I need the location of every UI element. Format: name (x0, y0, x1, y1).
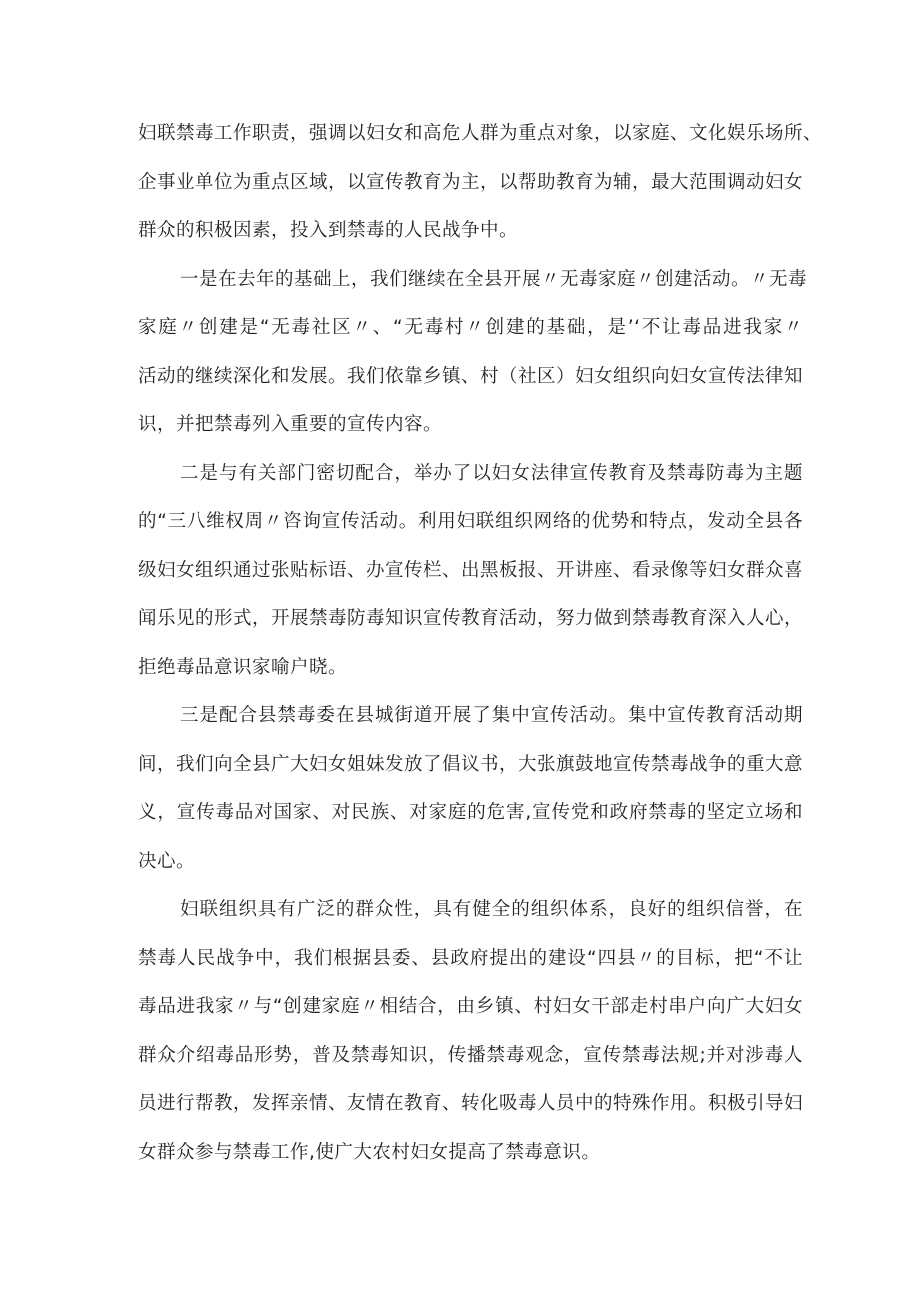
paragraph-2 (138, 256, 808, 450)
paragraph-5 (138, 886, 803, 1177)
text-line: 二是与有关部门密切配合，举办了以妇女法律宣传教育及禁毒防毒为主题 (180, 462, 803, 484)
text-line: 义，宣传毒品对国家、对民族、对家庭的危害,宣传党和政府禁毒的坚定立场和 (138, 802, 803, 823)
text-line: 毒品进我家〃与“创建家庭〃相结合，由乡镇、村妇女干部走村串户向广大妇女 (138, 996, 803, 1017)
text-line: 闻乐见的形式，开展禁毒防毒知识宣传教育活动，努力做到禁毒教育深入人心， (138, 608, 804, 629)
paragraph-1 (138, 110, 823, 256)
text-line: 活动的继续深化和发展。我们依靠乡镇、村（社区）妇女组织向妇女宣传法律知 (138, 365, 804, 387)
document-body (138, 110, 823, 1177)
text-line: 级妇女组织通过张贴标语、办宣传栏、出黑板报、开讲座、看录像等妇女群众喜 (138, 559, 804, 581)
text-line: 决心。 (138, 850, 196, 872)
text-line: 群众介绍毒品形势，普及禁毒知识，传播禁毒观念，宣传禁毒法规;并对涉毒人 (138, 1044, 803, 1066)
text-line: 妇联禁毒工作职责，强调以妇女和高危人群为重点对象，以家庭、文化娱乐场所、 (138, 123, 823, 144)
text-line: 家庭〃创建是“无毒社区〃、“无毒村〃创建的基础，是’‘不让毒品进我家〃 (138, 317, 803, 338)
text-line: 拒绝毒品意识家喻户晓。 (138, 656, 348, 678)
text-line: 禁毒人民战争中，我们根据县委、县政府提出的建设“四县〃的目标，把“不让 (138, 947, 803, 969)
text-line: 三是配合县禁毒委在县城街道开展了集中宣传活动。集中宣传教育活动期 (180, 705, 803, 726)
text-line: 员进行帮教，发挥亲情、友情在教育、转化吸毒人员中的特殊作用。积极引导妇 (138, 1093, 804, 1114)
text-line: 的“三八维权周〃咨询宣传活动。利用妇联组织网络的优势和特点，发动全县各 (138, 511, 803, 532)
text-line: 识，并把禁毒列入重要的宣传内容。 (138, 414, 443, 435)
text-line: 女群众参与禁毒工作,使广大农村妇女提高了禁毒意识。 (138, 1141, 601, 1163)
text-line: 妇联组织具有广泛的群众性，具有健全的组织体系，良好的组织信誉，在 (180, 899, 803, 920)
text-line: 群众的积极因素，投入到禁毒的人民战争中。 (138, 220, 519, 241)
text-line: 一是在去年的基础上，我们继续在全县开展〃无毒家庭〃创建活动。〃无毒 (180, 268, 808, 290)
text-line: 企事业单位为重点区域，以宣传教育为主，以帮助教育为辅，最大范围调动妇女 (138, 171, 804, 193)
paragraph-3 (138, 450, 803, 693)
paragraph-4 (138, 692, 803, 886)
text-line: 间，我们向全县广大妇女姐妹发放了倡议书，大张旗鼓地宣传禁毒战争的重大意 (138, 753, 804, 775)
